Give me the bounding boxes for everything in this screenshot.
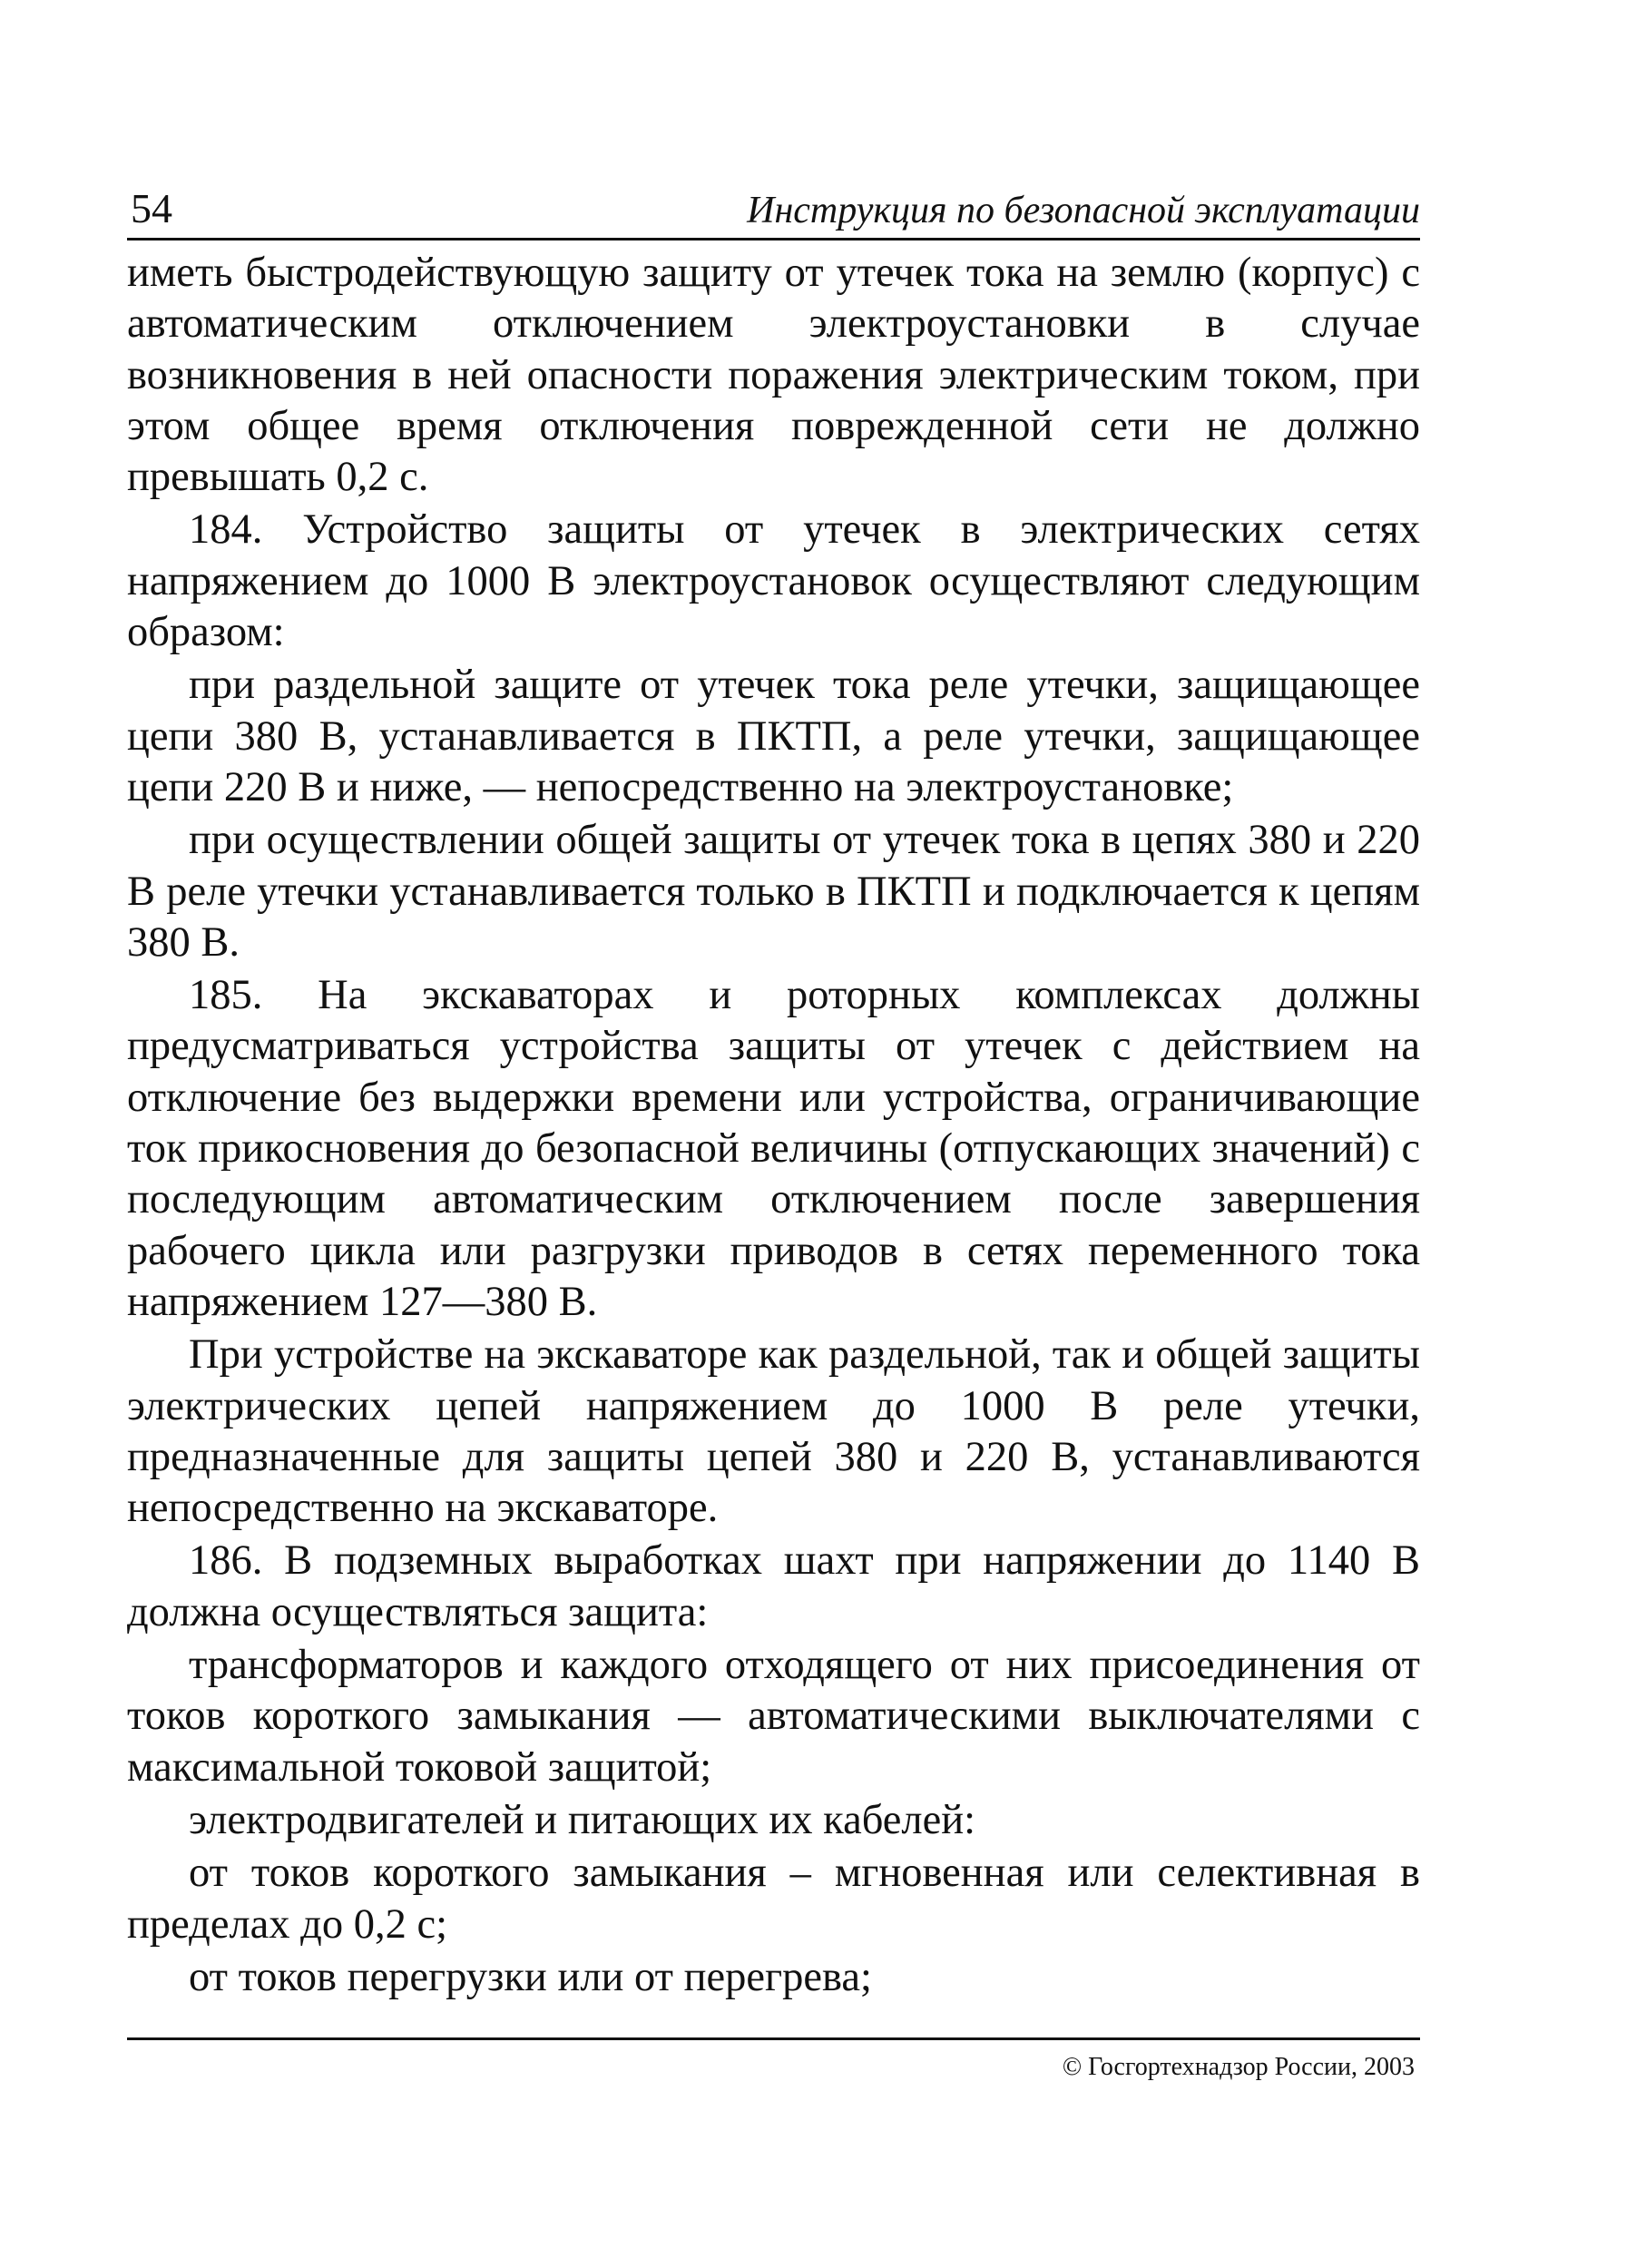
page-number: 54 (131, 185, 172, 231)
document-page (127, 182, 1420, 2005)
paragraph-common-protection: при осуществлении общей защиты от утечек тока в цепях 380 и 220 В реле утечки устанавливается только в ПКТП и подключается к цепям 380 В. (127, 817, 1420, 966)
paragraph-item-186: 186. В подземных выработках шахт при напряжении до 1140 В должна осуществляться защита: (127, 1537, 1420, 1635)
page-footer (127, 2037, 1420, 2082)
paragraph-overload: от токов перегрузки или от перегрева; (189, 1953, 872, 2000)
paragraph-separate-protection: при раздельной защите от утечек тока реле утечки, защищающее цепи 380 В, устанавливается в ПКТП, а реле утечки, защищающее цепи 220 В и ниже, — непосредственно на электроустановке; (127, 662, 1420, 810)
body-text (127, 248, 1420, 2003)
paragraph-transformers: трансформаторов и каждого отходящего от них присоединения от токов короткого замыкания — автоматическими выключателями с максимальной токовой защитой; (127, 1642, 1420, 1791)
paragraph-short-circuit: от токов короткого замыкания – мгновенная или селективная в пределах до 0,2 с; (127, 1850, 1420, 1948)
copyright-notice: © Госгортехнадзор России, 2003 (1062, 2053, 1415, 2081)
paragraph-item-185: 185. На экскаваторах и роторных комплексах должны предусматриваться устройства защиты от утечек с действием на отключение без выдержки времени или устройства, ограничивающие ток прикосновения до безопасной величины (отпускающих значений) с последующим автоматическим отключением после завершения рабочего цикла или разгрузки приводов в сетях переменного тока напряжением 127—380 В. (127, 972, 1420, 1325)
paragraph-item-184: 184. Устройство защиты от утечек в электрических сетях напряжением до 1000 В электроустановок осуществляют следующим образом: (127, 506, 1420, 656)
paragraph-motors: электродвигателей и питающих их кабелей: (189, 1796, 976, 1843)
running-header (127, 182, 1420, 241)
paragraph-continuation: иметь быстродействующую защиту от утечек тока на землю (корпус) с автоматическим отключением электроустановки в случае возникновения в ней опасности поражения электрическим током, при этом общее время отключения поврежденной сети не должно превышать 0,2 с. (127, 250, 1420, 501)
footer-divider (127, 2037, 1420, 2040)
running-title: Инструкция по безопасной эксплуатации (747, 190, 1420, 231)
paragraph-excavator-protection: При устройстве на экскаваторе как раздельной, так и общей защиты электрических цепей напряжением до 1000 В реле утечки, предназначенные для защиты цепей 380 и 220 В, устанавливаются непосредственно на экскаваторе. (127, 1331, 1420, 1532)
